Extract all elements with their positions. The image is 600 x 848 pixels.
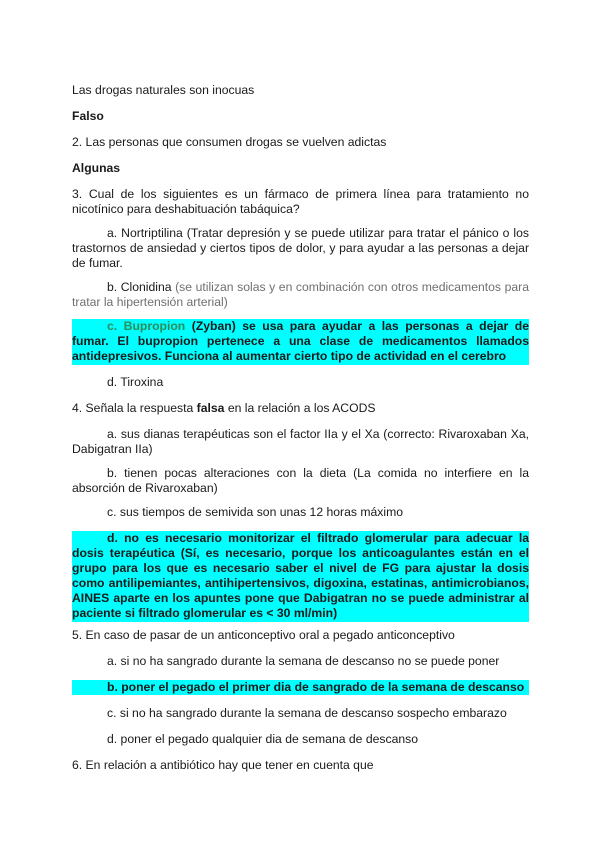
q3-option-c-text: (Zyban) se usa para ayudar a las personas a dejar de fumar. El bupropion pertenece a una clase de medicamentos llamados antidepresivos. Funciona al aumentar cierto tipo de actividad en el cerebro <box>72 319 530 363</box>
q2-statement: 2. Las personas que consumen drogas se vuelven adictas <box>72 135 387 149</box>
q3-option-a: a. Nortriptilina (Tratar depresión y se puede utilizar para tratar el pánico o los trastornos de ansiedad y ciertos tipos de dolor, y para ayudar a las personas a dejar de fumar. <box>72 226 529 270</box>
q4-option-c: c. sus tiempos de semivida son unas 12 horas máximo <box>107 505 404 519</box>
q4-question-bold: falsa <box>196 401 225 415</box>
q3-question: 3. Cual de los siguientes es un fármaco de primera línea para tratamiento no nicotínico para deshabituación tabáquica? <box>72 187 529 216</box>
q5-question: 5. En caso de pasar de un anticonceptivo oral a pegado anticonceptivo <box>72 628 455 642</box>
q1-statement: Las drogas naturales son inocuas <box>72 83 255 97</box>
q4-option-a: a. sus dianas terapéuticas son el factor IIa y el Xa (correcto: Rivaroxaban Xa, Dabigatran IIa) <box>72 427 529 456</box>
q3-option-c <box>72 319 529 364</box>
q2-answer: Algunas <box>72 161 121 175</box>
q4-question <box>72 401 529 416</box>
q3-option-d: d. Tiroxina <box>107 375 164 389</box>
q1-answer: Falso <box>72 109 104 123</box>
q5-option-b: b. poner el pegado el primer dia de sangrado de la semana de descanso <box>107 680 525 694</box>
q5-option-a: a. si no ha sangrado durante la semana de descanso no se puede poner <box>107 654 500 668</box>
q3-option-b-label: b. Clonidina <box>107 280 172 294</box>
q3-option-c-label: c. Bupropion <box>107 319 186 333</box>
q5-option-c: c. si no ha sangrado durante la semana de descanso sospecho embarazo <box>107 706 507 720</box>
q6-question: 6. En relación a antibiótico hay que tener en cuenta que <box>72 758 374 772</box>
q4-question-post: en la relación a los ACODS <box>224 401 376 415</box>
q3-option-b <box>72 280 529 310</box>
q4-option-b: b. tienen pocas alteraciones con la dieta (La comida no interfiere en la absorción de Rivaroxaban) <box>72 466 529 495</box>
q4-question-pre: 4. Señala la respuesta <box>72 401 197 415</box>
q5-option-d: d. poner el pegado qualquier dia de semana de descanso <box>107 732 419 746</box>
q4-option-d: d. no es necesario monitorizar el filtrado glomerular para adecuar la dosis terapéutica (Sí, es necesario, porque los anticoagulantes están en el grupo para los que es necesario saber el nivel de FG para ajustar la dosis como antilipemiantes, antihipertensivos, digoxina, estatinas, antimicrobianos, AINES aparte en los apuntes pone que Dabigatran no se puede administrar al paciente si filtrado glomerular es < 30 ml/min) <box>72 531 529 620</box>
q3-option-b-note: (se utilizan solas y en combinación con otros medicamentos para tratar la hipertensión arterial) <box>72 280 529 309</box>
